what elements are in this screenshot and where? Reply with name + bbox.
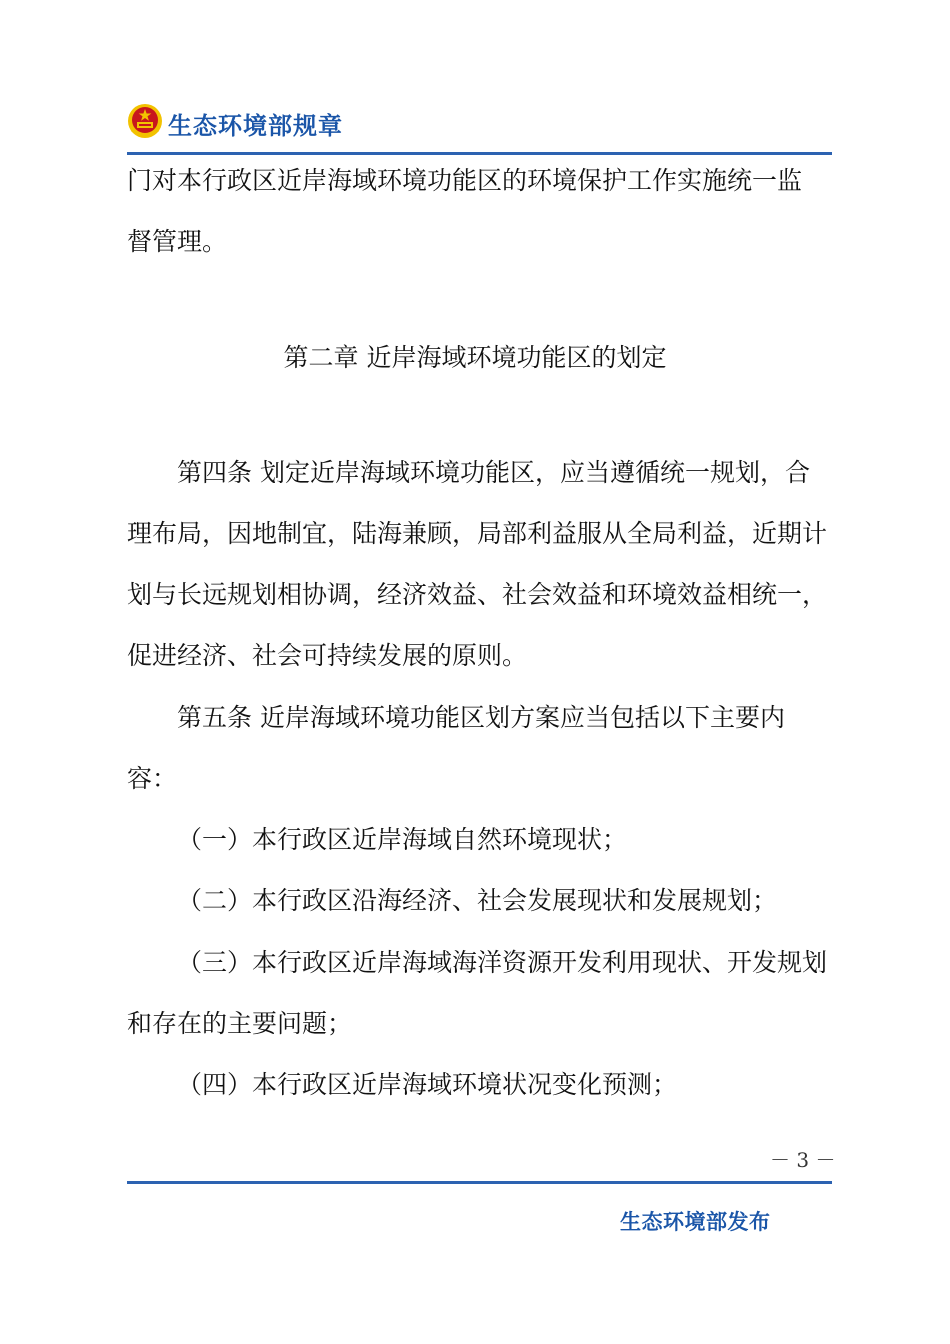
page-number: － 3 － [770,1148,836,1172]
national-emblem-icon [127,102,163,140]
footer-publisher: 生态环境部发布 [620,1210,771,1234]
paragraph-line: 督管理。 [127,227,228,256]
article-4-line: 第四条 划定近岸海域环境功能区，应当遵循统一规划，合 [177,458,810,487]
list-item: 和存在的主要问题； [127,1009,353,1038]
list-item: （三）本行政区近岸海域海洋资源开发利用现状、开发规划 [177,948,828,977]
list-item: （二）本行政区沿海经济、社会发展现状和发展规划； [177,886,778,915]
paragraph-line: 门对本行政区近岸海域环境功能区的环境保护工作实施统一监 [127,166,803,195]
header-title: 生态环境部规章 [168,112,343,140]
list-item: （一）本行政区近岸海域自然环境现状； [177,825,628,854]
article-4-line: 促进经济、社会可持续发展的原则。 [127,641,528,670]
header-divider [127,152,832,155]
article-4-line: 划与长远规划相协调，经济效益、社会效益和环境效益相统一， [127,580,828,609]
list-item: （四）本行政区近岸海域环境状况变化预测； [177,1070,678,1099]
footer-divider [127,1181,832,1184]
page-header [127,100,832,144]
chapter-title: 第二章 近岸海域环境功能区的划定 [283,343,667,372]
article-5-line: 第五条 近岸海域环境功能区划方案应当包括以下主要内 [177,703,785,732]
article-4-line: 理布局，因地制宜，陆海兼顾，局部利益服从全局利益，近期计 [127,519,828,548]
article-5-line: 容： [127,764,178,793]
